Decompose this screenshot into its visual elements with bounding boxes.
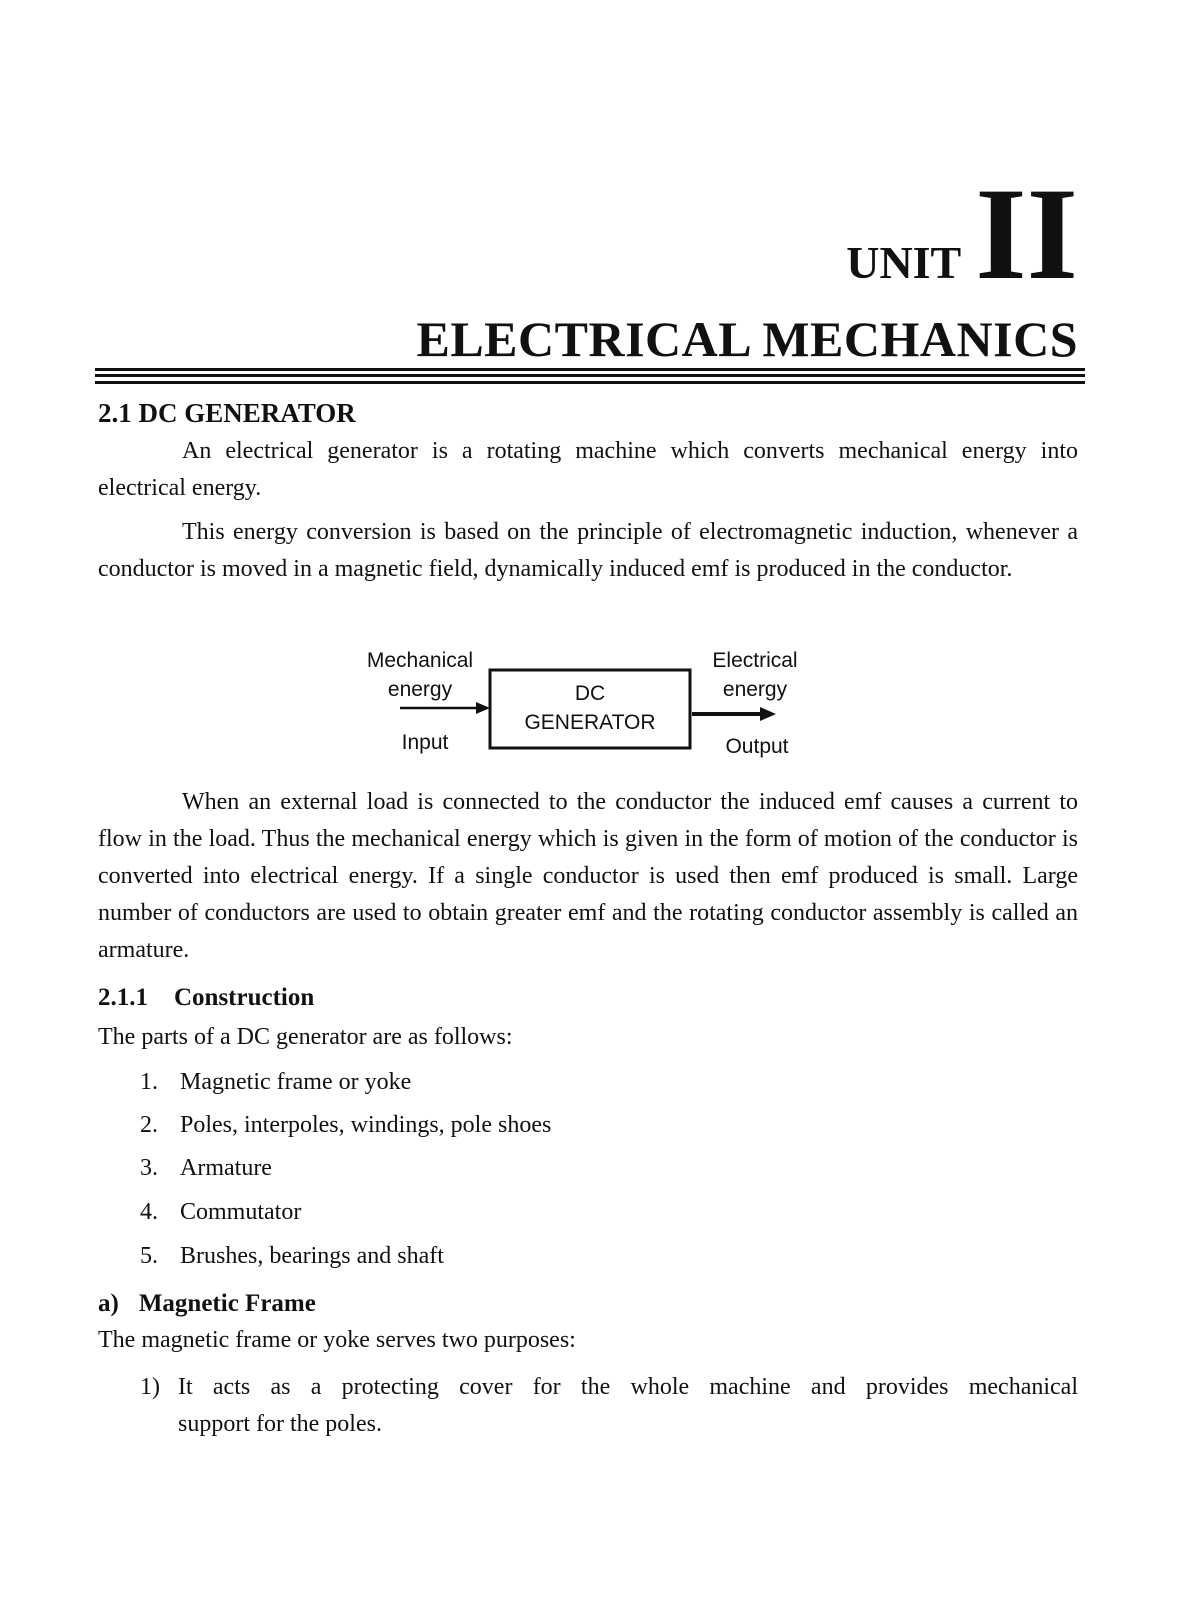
unit-number: II — [975, 160, 1078, 307]
paragraph-definition — [98, 433, 1078, 507]
input-label — [354, 646, 486, 704]
output-label-line1: Electrical — [712, 649, 798, 672]
heading-magnetic-frame-label: a) — [98, 1290, 119, 1317]
list-item — [140, 1243, 444, 1270]
unit-heading — [846, 160, 1078, 307]
list-item-number: 2. — [140, 1112, 158, 1138]
title-rule-middle — [95, 374, 1085, 377]
paragraph-armature — [98, 784, 1078, 969]
list-item-number: 4. — [140, 1199, 158, 1225]
subsection-heading-construction — [98, 984, 314, 1012]
output-label — [692, 646, 818, 704]
generator-box-line1: DC — [574, 682, 606, 705]
list-item-text: Magnetic frame or yoke — [180, 1069, 412, 1095]
list-item-text: Brushes, bearings and shaft — [180, 1243, 444, 1269]
list-item-text: Armature — [180, 1155, 272, 1181]
output-arrow-head — [760, 707, 776, 721]
heading-magnetic-frame-text: Magnetic Frame — [138, 1290, 316, 1317]
subsection-title: Construction — [174, 984, 315, 1011]
generator-box-line2: GENERATOR — [524, 711, 656, 734]
list-item-text: Commutator — [180, 1199, 302, 1225]
magnetic-frame-intro: The magnetic frame or yoke serves two purposes: — [98, 1327, 576, 1353]
input-label-line1: Mechanical — [366, 649, 474, 672]
purpose-text-line1: It acts as a protecting cover for the whole machine and provides mechanical — [178, 1374, 1078, 1400]
list-item-text: Poles, interpoles, windings, pole shoes — [180, 1112, 552, 1138]
title-rule-bottom — [95, 381, 1085, 384]
list-item — [140, 1155, 272, 1182]
unit-word: UNIT — [846, 237, 962, 288]
subsection-number: 2.1.1 — [98, 984, 148, 1011]
construction-intro: The parts of a DC generator are as follows: — [98, 1024, 513, 1050]
paragraph-definition-text: An electrical generator is a rotating machine which converts mechanical energy into electrical energy. — [98, 438, 1078, 501]
title-rule-top — [95, 368, 1085, 371]
paragraph-principle — [98, 514, 1078, 588]
input-caption: Input — [401, 731, 449, 754]
section-heading-dc-generator: 2.1 DC GENERATOR — [98, 398, 356, 428]
input-label-line2: energy — [387, 678, 453, 701]
magnetic-frame-purpose-1 — [140, 1369, 1078, 1443]
output-label-line2: energy — [722, 678, 788, 701]
purpose-text-line2: support for the poles. — [178, 1411, 382, 1437]
output-caption: Output — [725, 735, 789, 758]
list-item-number: 1. — [140, 1069, 158, 1095]
paragraph-principle-text: This energy conversion is based on the principle of electromagnetic induction, whenever a conductor is moved in a magnetic field, dynamically induced emf is produced in the conductor. — [98, 519, 1078, 582]
list-item — [140, 1112, 551, 1139]
generator-box-label — [490, 679, 690, 737]
paragraph-armature-text: When an external load is connected to the conductor the induced emf causes a current to flow in the load. Thus the mechanical energy which is given in the form of motion of the conductor is converted into electrical energy. If a single conductor is used then emf produced is small. Large number of conductors are used to obtain greater emf and the rotating conductor assembly is called an armature. — [98, 789, 1078, 963]
list-item — [140, 1199, 301, 1226]
purpose-number: 1) — [140, 1374, 160, 1400]
list-item-number: 5. — [140, 1243, 158, 1269]
heading-magnetic-frame — [98, 1290, 316, 1318]
energy-conversion-diagram — [340, 640, 840, 770]
chapter-title: ELECTRICAL MECHANICS — [416, 311, 1078, 367]
list-item-number: 3. — [140, 1155, 158, 1181]
list-item — [140, 1069, 411, 1096]
